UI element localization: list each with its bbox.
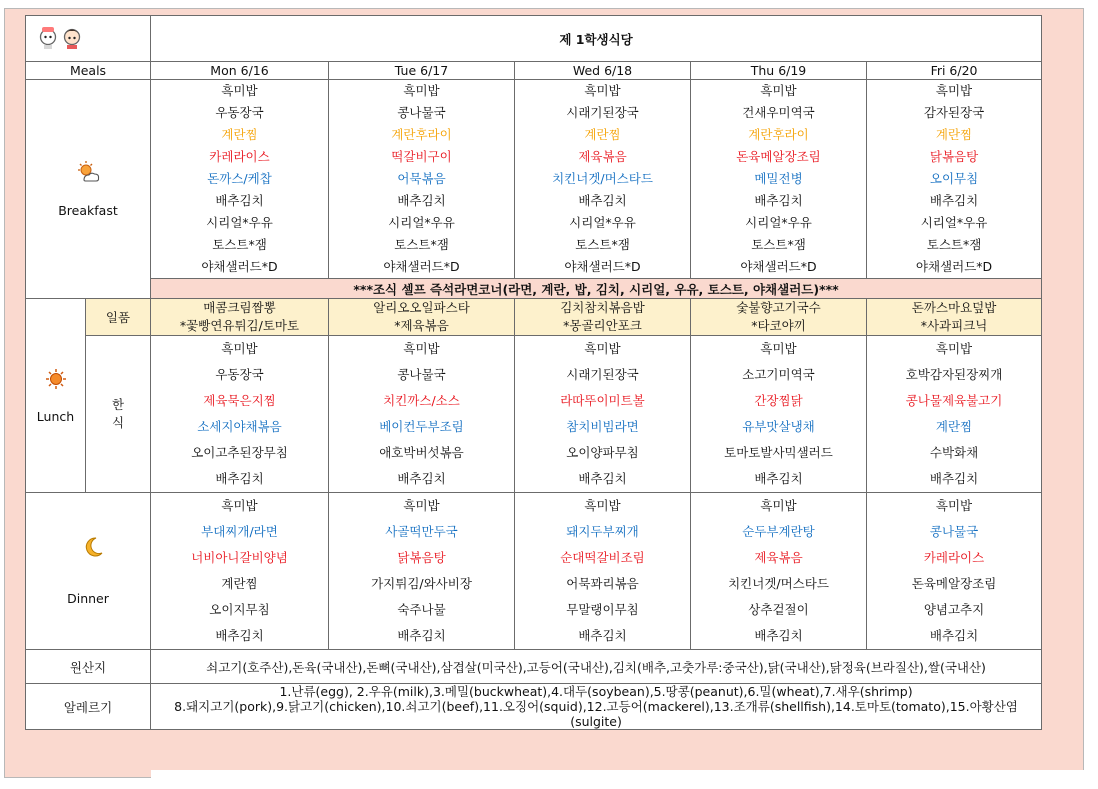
dinner-label: Dinner [67, 591, 109, 606]
dish-item: 토스트*잼 [751, 237, 806, 252]
dish-item: 숙주나물 [397, 602, 446, 617]
dish-item: 계란찜 [221, 576, 258, 591]
dish-item: 호박감자된장찌개 [905, 367, 1003, 382]
dish-item: 건새우미역국 [742, 105, 815, 120]
dish-item: 토스트*잼 [394, 237, 449, 252]
ilpum-main: 알리오오일파스타 [373, 300, 470, 315]
sun-icon [26, 368, 85, 393]
dish-item: 계란후라이 [748, 127, 809, 142]
ilpum-day-cell [515, 299, 691, 336]
ilpum-day-cell [691, 299, 867, 336]
dinner-day-cell [151, 493, 329, 650]
dish-item: 무말랭이무침 [566, 602, 639, 617]
dish-item: 배추김치 [929, 193, 979, 208]
hanshik-day-cell [151, 336, 329, 493]
dish-item: 배추김치 [397, 471, 446, 486]
dish-item: 시리얼*우유 [745, 215, 812, 230]
dish-item: 수박화채 [929, 445, 979, 460]
dish-item: 우동장국 [215, 367, 264, 382]
dish-item: 토스트*잼 [926, 237, 982, 252]
ilpum-day-cell [867, 299, 1042, 336]
dish-item: 사골떡만두국 [385, 524, 458, 539]
dish-item: 닭볶음탕 [929, 149, 979, 164]
sun-cloud-icon [26, 160, 150, 187]
dish-item: 흑미밥 [584, 83, 621, 98]
dish-item: 흑미밥 [760, 341, 797, 356]
dish-item: 제육묵은지찜 [203, 393, 276, 408]
dish-item: 가지튀김/와사비장 [371, 576, 472, 591]
dish-item: 순대떡갈비조림 [560, 550, 645, 565]
dish-item: 시리얼*우유 [920, 215, 988, 230]
dish-item: 흑미밥 [935, 83, 973, 98]
ilpum-side: *사과피크닉 [920, 318, 988, 333]
dish-item: 오이지무침 [209, 602, 270, 617]
page-title: 제 1학생식당 [151, 16, 1042, 62]
dish-item: 배추김치 [397, 628, 446, 643]
cook-character-icon [36, 21, 88, 56]
lunch-label: Lunch [36, 408, 75, 424]
hanshik-day-cell [515, 336, 691, 493]
dish-item: 메밀전병 [754, 171, 803, 186]
dish-item: 시리얼*우유 [388, 215, 455, 230]
dish-item: 계란찜 [584, 127, 621, 142]
dish-item: 콩나물국 [397, 105, 446, 120]
dish-item: 참치비빔라면 [566, 419, 639, 434]
dish-item: 배추김치 [215, 628, 264, 643]
dish-item: 배추김치 [578, 628, 627, 643]
dish-item: 배추김치 [578, 193, 627, 208]
dinner-day-cell [867, 493, 1042, 650]
dish-item: 배추김치 [929, 471, 979, 486]
menu-table [25, 15, 1042, 730]
dish-item: 부대찌개/라면 [201, 524, 278, 539]
dish-item: 시리얼*우유 [206, 215, 273, 230]
dish-item: 돈육메알장조림 [911, 576, 997, 591]
ilpum-main: 숯불향고기국수 [736, 300, 821, 315]
dish-item: 카레라이스 [209, 149, 270, 164]
dish-item: 시리얼*우유 [569, 215, 636, 230]
breakfast-notice: ***조식 셀프 즉석라면코너(라면, 계란, 밥, 김치, 시리얼, 우유, 토스트, 야채샐러드)*** [151, 279, 1042, 299]
dish-item: 오이고추된장무침 [191, 445, 288, 460]
hanshik-label [86, 336, 151, 493]
breakfast-day-cell [515, 80, 691, 279]
dish-item: 흑미밥 [935, 498, 973, 513]
dish-item: 치킨까스/소스 [383, 393, 460, 408]
dish-item: 흑미밥 [760, 498, 797, 513]
origin-label: 원산지 [26, 650, 151, 684]
dish-item: 치킨너겟/머스타드 [552, 171, 653, 186]
logo-cell [26, 16, 151, 62]
ilpum-day-cell [329, 299, 515, 336]
dish-item: 오이양파무침 [566, 445, 639, 460]
ilpum-side: *제육볶음 [394, 318, 449, 333]
dish-item: 배추김치 [929, 628, 979, 643]
hanshik-label-2: 식 [111, 415, 125, 430]
dish-item: 콩나물제육불고기 [905, 393, 1003, 408]
ilpum-main: 김치참치볶음밥 [560, 300, 645, 315]
dish-item: 흑미밥 [221, 341, 258, 356]
day-header: Wed 6/18 [515, 62, 691, 80]
dish-item: 너비아니갈비양념 [191, 550, 288, 565]
dish-item: 계란후라이 [391, 127, 452, 142]
dish-item: 흑미밥 [221, 83, 258, 98]
dish-item: 계란찜 [221, 127, 258, 142]
ilpum-label: 일품 [86, 299, 151, 336]
dish-item: 상추겉절이 [748, 602, 809, 617]
hanshik-day-cell [867, 336, 1042, 493]
dish-item: 배추김치 [754, 628, 803, 643]
dish-item: 애호박버섯볶음 [379, 445, 464, 460]
dish-item: 흑미밥 [760, 83, 797, 98]
dish-item: 시래기된장국 [566, 105, 639, 120]
breakfast-label-cell [26, 80, 151, 299]
day-header: Fri 6/20 [867, 62, 1042, 80]
allergy-line-2: 8.돼지고기(pork),9.닭고기(chicken),10.쇠고기(beef),11.오징어(squid),12.고등어(mackerel),13.조개류(shellfish),14.토마토(tomato),15.아황산염(sulgite) [174, 699, 1018, 729]
dish-item: 계란찜 [935, 127, 973, 142]
dish-item: 간장찜닭 [754, 393, 803, 408]
dish-item: 닭볶음탕 [397, 550, 446, 565]
breakfast-day-cell [691, 80, 867, 279]
breakfast-day-cell [867, 80, 1042, 279]
dish-item: 카레라이스 [923, 550, 985, 565]
dish-item: 흑미밥 [221, 498, 258, 513]
dish-item: 배추김치 [754, 471, 803, 486]
ilpum-main: 매콤크림짬뽕 [203, 300, 276, 315]
dish-item: 흑미밥 [403, 341, 440, 356]
dish-item: 베이컨두부조림 [379, 419, 464, 434]
dish-item: 소고기미역국 [742, 367, 815, 382]
dish-item: 계란찜 [935, 419, 973, 434]
dinner-label-cell [26, 493, 151, 650]
dish-item: 제육볶음 [754, 550, 803, 565]
hanshik-day-cell [329, 336, 515, 493]
dish-item: 어묵볶음 [397, 171, 446, 186]
dish-item: 흑미밥 [584, 498, 621, 513]
ilpum-side: *타코야끼 [751, 318, 806, 333]
dish-item: 떡갈비구이 [391, 149, 452, 164]
dinner-day-cell [691, 493, 867, 650]
hanshik-label-1: 한 [111, 397, 125, 412]
dish-item: 야채샐러드*D [383, 259, 460, 274]
dish-item: 콩나물국 [397, 367, 446, 382]
dish-item: 라따뚜이미트볼 [560, 393, 645, 408]
hanshik-day-cell [691, 336, 867, 493]
origin-text: 쇠고기(호주산),돈육(국내산),돈뼈(국내산),삼겹살(미국산),고등어(국내산),김치(배추,고춧가루:중국산),닭(국내산),닭정육(브라질산),쌀(국내산) [151, 650, 1042, 684]
dish-item: 치킨너겟/머스타드 [728, 576, 829, 591]
dish-item: 어묵꽈리볶음 [566, 576, 639, 591]
dish-item: 배추김치 [578, 471, 627, 486]
ilpum-main: 돈까스마요덮밥 [911, 300, 997, 315]
dish-item: 돈까스/케찹 [207, 171, 272, 186]
dish-item: 흑미밥 [935, 341, 973, 356]
dish-item: 감자된장국 [923, 105, 985, 120]
ilpum-side: *꽃빵연유튀김/토마토 [179, 318, 300, 333]
dish-item: 흑미밥 [403, 498, 440, 513]
dish-item: 양념고추지 [923, 602, 985, 617]
day-header: Mon 6/16 [151, 62, 329, 80]
dish-item: 시래기된장국 [566, 367, 639, 382]
dish-item: 토스트*잼 [212, 237, 267, 252]
day-header: Tue 6/17 [329, 62, 515, 80]
dish-item: 배추김치 [215, 471, 264, 486]
dish-item: 돼지두부찌개 [566, 524, 639, 539]
dish-item: 콩나물국 [929, 524, 979, 539]
dish-item: 배추김치 [397, 193, 446, 208]
dish-item: 배추김치 [754, 193, 803, 208]
dish-item: 흑미밥 [584, 341, 621, 356]
breakfast-day-cell [151, 80, 329, 279]
dish-item: 야채샐러드*D [740, 259, 817, 274]
dish-item: 야채샐러드*D [201, 259, 278, 274]
moon-icon [38, 536, 150, 561]
dish-item: 배추김치 [215, 193, 264, 208]
day-header: Thu 6/19 [691, 62, 867, 80]
breakfast-day-cell [329, 80, 515, 279]
dish-item: 토스트*잼 [575, 237, 630, 252]
dish-item: 제육볶음 [578, 149, 627, 164]
allergy-line-1: 1.난류(egg), 2.우유(milk),3.메밀(buckwheat),4.대두(soybean),5.땅콩(peanut),6.밀(wheat),7.새우(shrimp) [279, 684, 913, 699]
dish-item: 돈육메알장조림 [736, 149, 821, 164]
dinner-day-cell [515, 493, 691, 650]
dish-item: 순두부계란탕 [742, 524, 815, 539]
ilpum-day-cell [151, 299, 329, 336]
breakfast-label: Breakfast [58, 203, 118, 218]
lunch-label-cell [26, 299, 86, 493]
dinner-day-cell [329, 493, 515, 650]
dish-item: 유부맛살냉채 [742, 419, 815, 434]
dish-item: 우동장국 [215, 105, 264, 120]
allergy-cell [151, 684, 1042, 730]
allergy-label: 알레르기 [26, 684, 151, 730]
dish-item: 야채샐러드*D [915, 259, 993, 274]
dish-item: 오이무침 [929, 171, 979, 186]
meals-header: Meals [26, 62, 151, 80]
dish-item: 소세지야채볶음 [197, 419, 282, 434]
dish-item: 흑미밥 [403, 83, 440, 98]
ilpum-side: *몽골리안포크 [563, 318, 642, 333]
bottom-strip [151, 770, 1084, 778]
dish-item: 토마토발사믹샐러드 [724, 445, 833, 460]
dish-item: 야채샐러드*D [564, 259, 641, 274]
